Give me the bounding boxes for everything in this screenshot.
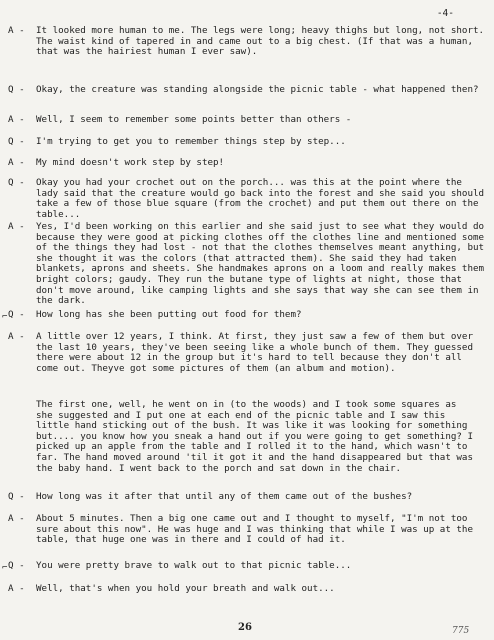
- transcript-entry: [8, 492, 486, 503]
- entry-text: How long was it after that until any of them came out of the bushes?: [36, 491, 413, 502]
- speaker-label: Q -: [8, 309, 25, 320]
- transcript-entry: [8, 158, 486, 169]
- speaker-label: A -: [8, 331, 25, 342]
- entry-text: A little over 12 years, I think. At first, they just saw a few of them but over the last 10 years, they've been seeing like a whole bunch of them. They guessed there were about 12 in the group but it's hard to tell because they don't all come out. Theyve got some pictures of them (an album and motion).: [36, 331, 473, 374]
- entry-text: How long has she been putting out food for them?: [36, 309, 302, 320]
- entry-text: You were pretty brave to walk out to that picnic table...: [36, 560, 352, 571]
- speaker-label: Q -: [8, 136, 25, 147]
- transcript-entry: [8, 115, 486, 126]
- entry-text: My mind doesn't work step by step!: [36, 157, 225, 168]
- margin-mark: ⌐: [2, 312, 8, 322]
- entry-text: Well, that's when you hold your breath and walk out...: [36, 583, 335, 594]
- speaker-label: A -: [8, 114, 25, 125]
- margin-mark: ⌐: [2, 563, 8, 573]
- transcript-entry: [8, 332, 486, 374]
- speaker-label: Q -: [8, 560, 25, 571]
- transcript-entry: [8, 310, 486, 321]
- entry-text: Okay you had your crochet out on the porch... was this at the point where the lady said that the creature would go back into the forest and she said you should take a few of those blue square (from the crochet) and put them out there on the table...: [36, 177, 485, 220]
- entry-text: It looked more human to me. The legs were long; heavy thighs but long, not short. The waist kind of tapered in and came out to a big chest. (If that was a human, that was the hairiest human I ever saw).: [36, 25, 485, 58]
- transcript-entry: [8, 178, 486, 220]
- page-number: -4-: [436, 8, 454, 19]
- handwritten-note: 775: [452, 626, 470, 636]
- transcript-entry: [8, 26, 486, 58]
- entry-text: Well, I seem to remember some points better than others -: [36, 114, 352, 125]
- speaker-label: Q -: [8, 84, 25, 95]
- speaker-label: A -: [8, 513, 25, 524]
- footer-page-number: 26: [238, 622, 252, 633]
- speaker-label: A -: [8, 25, 25, 36]
- speaker-label: Q -: [8, 491, 25, 502]
- continuation-paragraph: The first one, well, he went on in (to the woods) and I took some squares as she suggested and I put one at each end of the picnic table and I saw this little hand sticking out of the bush. It was like it was looking for something but.... you know how you sneak a hand out if you were going to get something? I picked up an apple from the table and I rolled it to the hand, which wasn't to far. The hand moved around 'til it got it and the hand disappeared but that was the baby hand. I went back to the porch and sat down in the chair.: [36, 399, 473, 474]
- speaker-label: A -: [8, 583, 25, 594]
- entry-text: Okay, the creature was standing alongside the picnic table - what happened then?: [36, 84, 479, 95]
- entry-text: Yes, I'd been working on this earlier and she said just to see what they would do because they were good at picking clothes off the clothes line and mentioned some of the things they had lost - not that the clothes themselves meant anything, but she thought it was the colors (that attracted them). She said they had taken blankets, aprons and sheets. She handmakes aprons on a loom and really makes them bright colors; gaudy. They run the butane type of lights at night, those that don't move around, like camping lights and she says that way she can see them in the dark.: [36, 221, 485, 307]
- speaker-label: A -: [8, 157, 25, 168]
- transcript-entry: [8, 514, 486, 546]
- speaker-label: A -: [8, 221, 25, 232]
- entry-text: I'm trying to get you to remember things step by step...: [36, 136, 346, 147]
- transcript-entry: [8, 85, 486, 96]
- transcript-entry: [8, 137, 486, 148]
- transcript-entry: [8, 561, 486, 572]
- transcript-entry: [8, 584, 486, 595]
- entry-text: About 5 minutes. Then a big one came out and I thought to myself, "I'm not too sure about this now". He was huge and I was thinking that while I was up at the table, that huge one was in there and I could of had it.: [36, 513, 473, 546]
- transcript-entry: [8, 222, 486, 307]
- speaker-label: Q -: [8, 177, 25, 188]
